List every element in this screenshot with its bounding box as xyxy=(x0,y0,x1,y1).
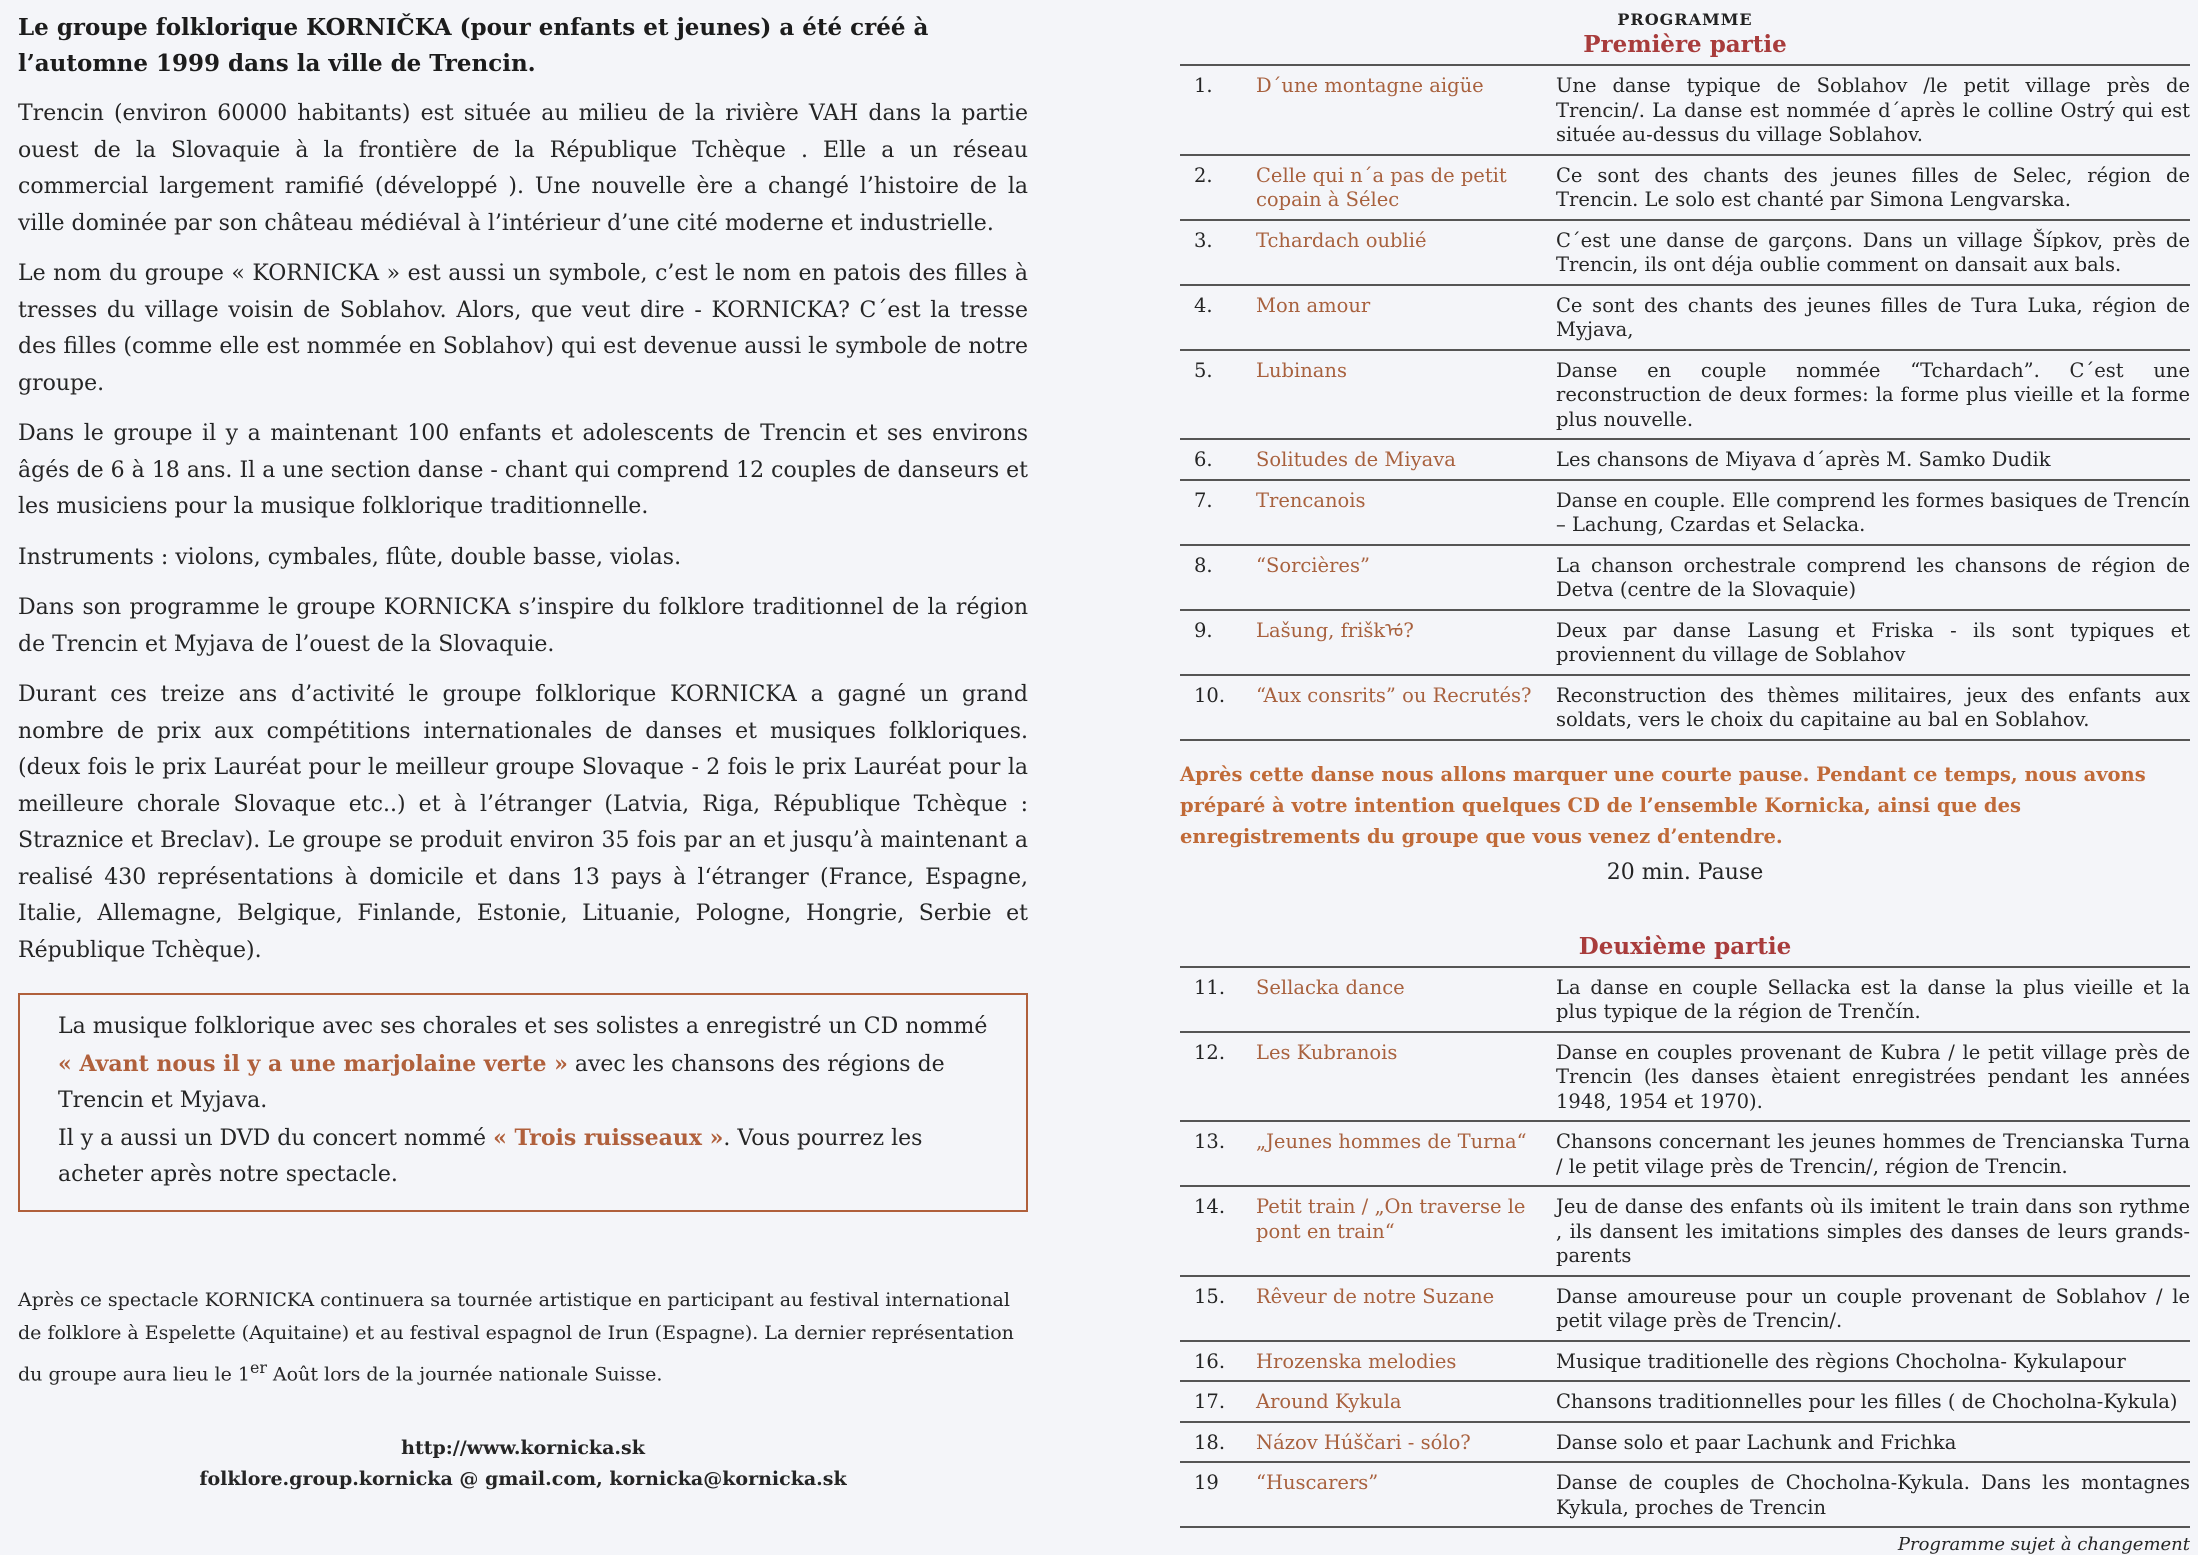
item-description: La chanson orchestrale comprend les chansons de région de Detva (centre de la Slovaquie) xyxy=(1556,553,2190,601)
item-number: 15. xyxy=(1194,1284,1226,1308)
item-description: Ce sont des chants des jeunes filles de Tura Luka, région de Myjava, xyxy=(1556,293,2190,341)
item-number: 13. xyxy=(1194,1130,1226,1153)
subject-note: Programme sujet à changement xyxy=(1897,1534,2190,1555)
programme-item xyxy=(1180,285,2190,350)
item-number: 8. xyxy=(1194,553,1213,577)
item-description: Chansons concernant les jeunes hommes de Trencianska Turna / le petit vilage près de Trencin/, région de Trencin. xyxy=(1556,1130,2190,1178)
item-title: Around Kykula xyxy=(1256,1390,1402,1413)
item-number: 18. xyxy=(1194,1430,1226,1454)
item-title: Trencanois xyxy=(1256,488,1366,512)
item-number: 11. xyxy=(1194,975,1226,999)
item-number: 17. xyxy=(1194,1390,1226,1413)
item-title: Rêveur de notre Suzane xyxy=(1256,1284,1495,1308)
programme-item xyxy=(1180,1341,2190,1382)
item-description: Musique traditionelle des règions Chocholna- Kykulapour xyxy=(1556,1349,2126,1373)
item-title: Lubinans xyxy=(1256,358,1347,382)
item-title: Les Kubranois xyxy=(1256,1040,1398,1064)
cd-text-2: avec les chansons des régions de Trencin et Myjava. xyxy=(58,1051,945,1113)
programme-item xyxy=(1180,1186,2190,1276)
item-number: 3. xyxy=(1194,228,1213,252)
paragraph-inspiration: Dans son programme le groupe KORNICKA s’inspire du folklore traditionnel de la région de Trencin et Myjava de l’ouest de la Slovaquie. xyxy=(18,595,1028,657)
item-description: Ce sont des chants des jeunes filles de Selec, région de Trencin. Le solo est chanté par Simona Lengvarska. xyxy=(1556,163,2190,211)
item-title: “Aux consrits” ou Recrutés? xyxy=(1256,683,1532,707)
item-title: Sellacka dance xyxy=(1256,975,1405,999)
item-description: Reconstruction des thèmes militaires, jeux des enfants aux soldats, vers le choix du capitaine au bal en Soblahov. xyxy=(1556,683,2190,731)
item-description: Les chansons de Miyava d´après M. Samko Dudik xyxy=(1556,448,2051,471)
item-description: Danse en couple nommée “Tchardach”. C´est une reconstruction de deux formes: la forme plus vieille et la forme plus nouvelle. xyxy=(1556,358,2190,431)
programme-item xyxy=(1180,65,2190,155)
item-description: Danse amoureuse pour un couple provenant de Soblahov / le petit vilage près de Trencin/. xyxy=(1556,1284,2190,1332)
tour-text-a: Après ce spectacle KORNICKA continuera sa tournée artistique en participant au festival international de folklore à Espelette (Aquitaine) et au festival espagnol de Irun (Espagne). La dernier représentation du groupe aura lieu le 1 xyxy=(18,1288,1014,1385)
paragraph-awards: Durant ces treize ans d’activité le groupe folklorique KORNICKA a gagné un grand nombre de prix aux compétitions internationales de danses et musiques folkloriques. (deux fois le prix Lauréat pour le meilleur groupe Slovaque - 2 fois le prix Lauréat pour la meilleure chorale Slovaque etc..) et à l’étranger (Latvia, Riga, République Tchèque : Straznice et Breclav). Le groupe se produit environ 35 fois par an et jusqu’à maintenant a realisé 430 représentations à domicile et dans 13 pays à l‘étranger (France, Espagne, Italie, Allemagne, Belgique, Finlande, Estonie, Lituanie, Pologne, Hongrie, Serbie et République Tchèque). xyxy=(18,682,1028,963)
item-number: 6. xyxy=(1194,448,1213,471)
programme-item xyxy=(1180,155,2190,220)
tour-paragraph xyxy=(18,1284,1028,1392)
programme-item xyxy=(1180,480,2190,545)
item-number: 19 xyxy=(1194,1471,1219,1494)
item-number: 16. xyxy=(1194,1349,1226,1373)
item-title: Mon amour xyxy=(1256,293,1371,317)
cd-name: « Avant nous il y a une marjolaine verte » xyxy=(58,1050,568,1077)
email-links[interactable]: folklore.group.kornicka @ gmail.com, kornicka@kornicka.sk xyxy=(199,1468,847,1491)
item-description: Une danse typique de Soblahov /le petit village près de Trencin/. La danse est nommée d´après le colline Ostrý qui est située au-dessus du village Soblahov. xyxy=(1556,74,2190,146)
programme-item xyxy=(1180,1032,2190,1122)
tour-text-b: Août lors de la journée nationale Suisse. xyxy=(266,1362,663,1385)
paragraph-trencin: Trencin (environ 60000 habitants) est située au milieu de la rivière VAH dans la partie ouest de la Slovaquie à la frontière de la République Tchèque . Elle a un réseau commercial largement ramifié (développé ). Une nouvelle ère a changé l’histoire de la ville dominée par son château médiéval à l’intérieur d’une cité moderne et industrielle. xyxy=(18,101,1028,236)
intro-title: Le groupe folklorique KORNIČKA (pour enfants et jeunes) a été créé à l’automne 1999 dans la ville de Trencin. xyxy=(18,14,929,77)
item-number: 5. xyxy=(1194,358,1213,382)
pause-time: 20 min. Pause xyxy=(1606,859,1764,885)
paragraph-name: Le nom du groupe « KORNICKA » est aussi un symbole, c’est le nom en patois des filles à tresses du village voisin de Soblahov. Alors, que veut dire - KORNICKA? C´est la tresse des filles (comme elle est nommée en Soblahov) qui est devenue aussi le symbole de notre groupe. xyxy=(18,261,1029,396)
website-link[interactable]: http://www.kornicka.sk xyxy=(401,1437,645,1460)
programme-item xyxy=(1180,1276,2190,1341)
left-column xyxy=(18,10,1028,1495)
contact-links xyxy=(18,1433,1028,1495)
part2-table xyxy=(1180,966,2190,1529)
cd-dvd-box xyxy=(18,993,1028,1212)
item-title: D´une montagne aigüe xyxy=(1256,74,1484,97)
programme-item xyxy=(1180,1121,2190,1186)
programme-item xyxy=(1180,220,2190,285)
right-column xyxy=(1180,8,2190,1555)
programme-item xyxy=(1180,350,2190,440)
item-title: Petit train / „On traverse le pont en train“ xyxy=(1256,1195,1526,1243)
item-title: Lašung, friškᡠ? xyxy=(1256,618,1414,642)
programme-item xyxy=(1180,967,2190,1032)
item-title: Názov Húščari - sólo? xyxy=(1256,1430,1471,1454)
dvd-name: « Trois ruisseaux » xyxy=(493,1124,724,1151)
item-title: “Huscarers” xyxy=(1256,1471,1379,1494)
item-number: 10. xyxy=(1194,683,1226,707)
item-title: „Jeunes hommes de Turna“ xyxy=(1256,1130,1527,1153)
paragraph-instruments: Instruments : violons, cymbales, flûte, double basse, violas. xyxy=(18,544,682,570)
item-number: 2. xyxy=(1194,163,1213,187)
dvd-text-1: Il y a aussi un DVD du concert nommé xyxy=(58,1125,487,1151)
item-title: Celle qui n´a pas de petit copain à Sélec xyxy=(1256,163,1507,211)
programme-label: PROGRAMME xyxy=(1617,10,1753,29)
item-number: 4. xyxy=(1194,293,1213,317)
item-description: C´est une danse de garçons. Dans un village Šípkov, près de Trencin, ils ont déja oublie comment on dansait aux bals. xyxy=(1556,228,2190,276)
part2-title: Deuxième partie xyxy=(1578,932,1792,960)
item-description: Danse en couples provenant de Kubra / le petit village près de Trencin (les danses ètaient enregistrées pendant les années 1948, 1954 et 1970). xyxy=(1556,1040,2190,1113)
part1-table xyxy=(1180,64,2190,741)
pause-note: Après cette danse nous allons marquer une courte pause. Pendant ce temps, nous avons préparé à votre intention quelques CD de l’ensemble Kornicka, ainsi que des enregistrements du groupe que vous venez d’entendre. xyxy=(1180,762,2146,848)
item-number: 1. xyxy=(1194,74,1213,97)
item-title: Hrozenska melodies xyxy=(1256,1349,1457,1373)
item-description: Deux par danse Lasung et Friska - ils sont typiques et proviennent du village de Soblahov xyxy=(1556,618,2190,666)
programme-item xyxy=(1180,1422,2190,1463)
cd-text-1: La musique folklorique avec ses chorales et ses solistes a enregistré un CD nommé xyxy=(58,1014,988,1039)
dvd-text-2: . Vous pourrez les acheter après notre spectacle. xyxy=(58,1125,923,1187)
item-description: Danse solo et paar Lachunk and Frichka xyxy=(1556,1430,1957,1454)
item-description: Chansons traditionnelles pour les filles ( de Chocholna-Kykula) xyxy=(1556,1390,2178,1413)
item-description: Danse en couple. Elle comprend les formes basiques de Trencín – Lachung, Czardas et Selacka. xyxy=(1556,488,2190,536)
tour-superscript: er xyxy=(249,1357,267,1377)
item-number: 14. xyxy=(1194,1195,1226,1218)
item-title: “Sorcières” xyxy=(1256,553,1370,577)
item-description: La danse en couple Sellacka est la danse la plus vieille et la plus typique de la région de Trenčín. xyxy=(1556,975,2190,1023)
programme-item xyxy=(1180,1462,2190,1527)
programme-item xyxy=(1180,675,2190,740)
part1-title: Première partie xyxy=(1583,31,1787,58)
paragraph-members: Dans le groupe il y a maintenant 100 enfants et adolescents de Trencin et ses environs âgés de 6 à 18 ans. Il a une section danse - chant qui comprend 12 couples de danseurs et les musiciens pour la musique folklorique traditionnelle. xyxy=(18,421,1028,519)
programme-item xyxy=(1180,1381,2190,1422)
item-title: Tchardach oublié xyxy=(1256,228,1427,252)
programme-item xyxy=(1180,439,2190,480)
item-number: 12. xyxy=(1194,1040,1226,1064)
programme-item xyxy=(1180,545,2190,610)
item-number: 7. xyxy=(1194,488,1213,512)
item-description: Jeu de danse des enfants où ils imitent le train dans son rythme , ils dansent les imitations simples des danses de leurs grands-parents xyxy=(1556,1195,2190,1267)
item-description: Danse de couples de Chocholna-Kykula. Dans les montagnes Kykula, proches de Trencin xyxy=(1556,1471,2190,1519)
item-number: 9. xyxy=(1194,618,1213,642)
programme-item xyxy=(1180,610,2190,675)
item-title: Solitudes de Miyava xyxy=(1256,448,1456,471)
